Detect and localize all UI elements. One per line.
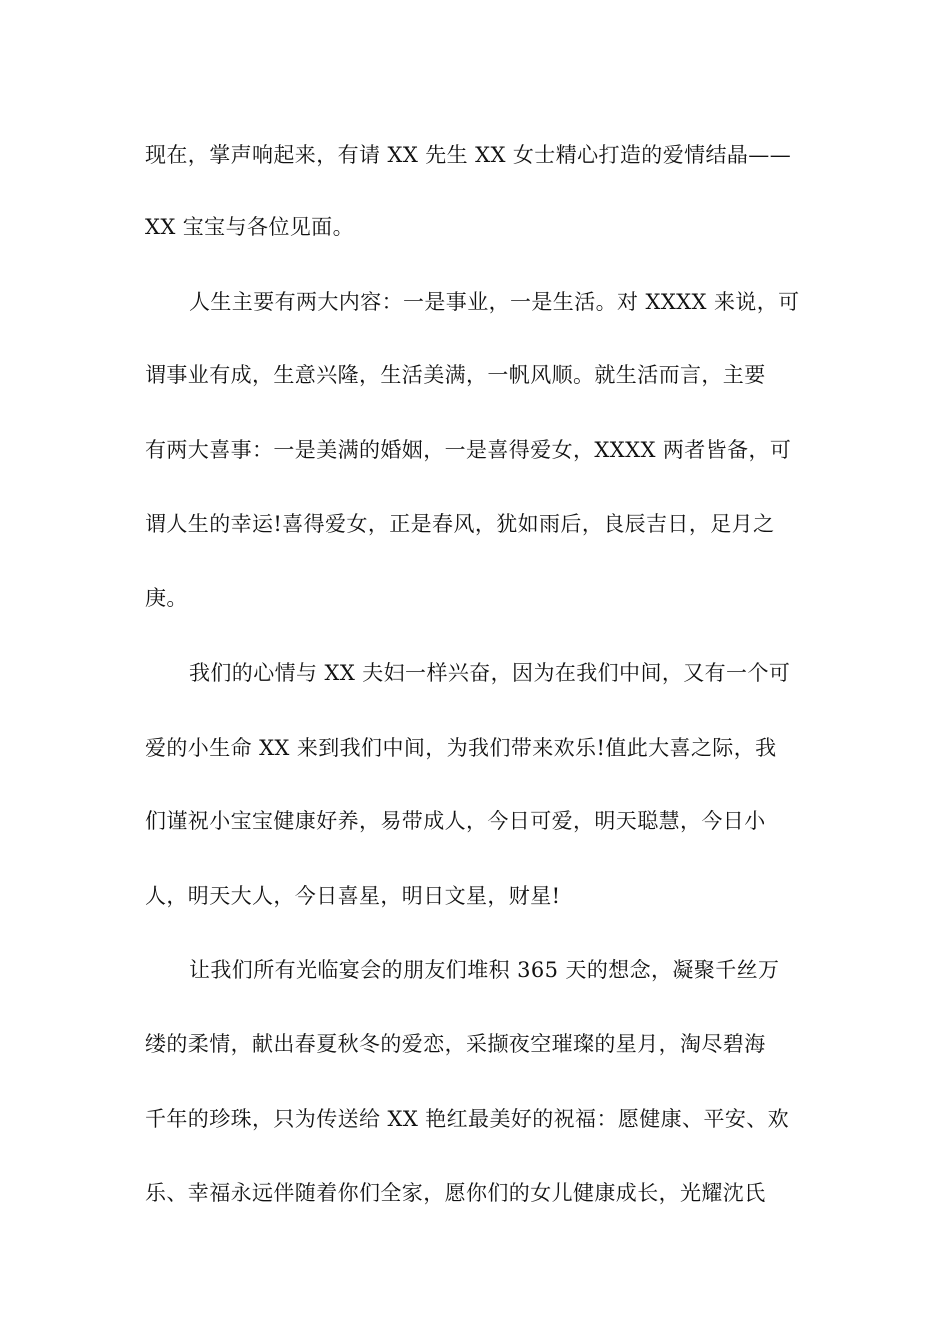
text-line: 谓人生的幸运!喜得爱女，正是春风，犹如雨后，良辰吉日，足月之 <box>145 512 775 536</box>
text-line: 人生主要有两大内容：一是事业，一是生活。对 XXXX 来说，可 <box>189 290 800 314</box>
text-line: 现在，掌声响起来，有请 XX 先生 XX 女士精心打造的爱情结晶—— <box>145 143 792 167</box>
text-line: 千年的珍珠，只为传送给 XX 艳红最美好的祝福：愿健康、平安、欢 <box>145 1107 790 1131</box>
text-line: 庚。 <box>145 586 188 610</box>
text-line: 们谨祝小宝宝健康好养，易带成人，今日可爱，明天聪慧，今日小 <box>145 809 766 833</box>
text-line: 有两大喜事：一是美满的婚姻，一是喜得爱女，XXXX 两者皆备，可 <box>145 438 792 462</box>
text-line: 让我们所有光临宴会的朋友们堆积 365 天的想念，凝聚千丝万 <box>189 958 780 982</box>
text-line: 人，明天大人，今日喜星，明日文星，财星! <box>145 884 561 908</box>
text-line: 乐、幸福永远伴随着你们全家，愿你们的女儿健康成长，光耀沈氏 <box>145 1181 766 1205</box>
text-line: 爱的小生命 XX 来到我们中间，为我们带来欢乐!值此大喜之际，我 <box>145 736 777 760</box>
text-line: 谓事业有成，生意兴隆，生活美满，一帆风顺。就生活而言，主要 <box>145 363 766 387</box>
text-line: 缕的柔情，献出春夏秋冬的爱恋，采撷夜空璀璨的星月，淘尽碧海 <box>145 1032 766 1056</box>
text-line: 我们的心情与 XX 夫妇一样兴奋，因为在我们中间，又有一个可 <box>189 661 791 685</box>
text-line: XX 宝宝与各位见面。 <box>145 215 354 239</box>
